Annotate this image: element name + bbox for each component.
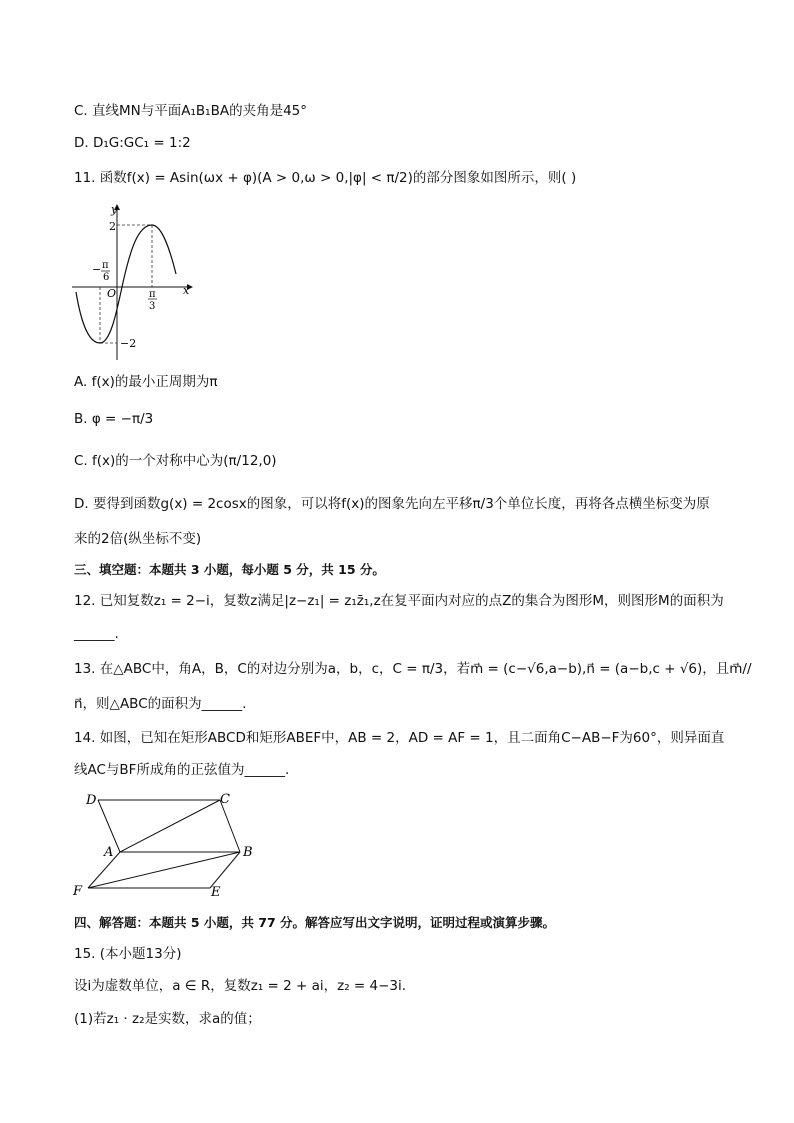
x-right-denominator: 3 — [149, 301, 156, 312]
rectangles-figure — [70, 788, 270, 900]
section-3-heading: 三、填空题：本题共 3 小题，每小题 5 分，共 15 分。 — [74, 562, 385, 577]
option-a-q11: A. f(x)的最小正周期为π — [74, 374, 218, 390]
option-d-q10: D. D₁G:GC₁ = 1:2 — [74, 135, 191, 151]
question-12-line2: ______. — [74, 626, 119, 642]
sine-curve — [76, 225, 176, 343]
sine-graph-figure — [66, 200, 196, 362]
origin-label: O — [107, 287, 117, 300]
x-left-numerator: π — [102, 260, 109, 271]
vertex-f: F — [73, 884, 83, 899]
question-14-line2: 线AC与BF所成角的正弦值为______. — [74, 762, 290, 778]
option-c-q11: C. f(x)的一个对称中心为(π/12,0) — [74, 453, 277, 469]
vertex-c: C — [220, 792, 230, 807]
option-d-q11-line2: 来的2倍(纵坐标不变) — [74, 531, 202, 547]
vertex-d: D — [86, 793, 97, 808]
question-15-part1: (1)若z₁ · z₂是实数，求a的值； — [74, 1011, 261, 1027]
x-axis-label: x — [183, 284, 190, 297]
x-left-sign: − — [92, 263, 102, 276]
vertex-e: E — [211, 885, 221, 900]
question-14-line1: 14. 如图，已知在矩形ABCD和矩形ABEF中，AB = 2，AD = AF = 1，且二面角C−AB−F为60°，则异面直 — [74, 730, 725, 746]
option-c-q10: C. 直线MN与平面A₁B₁BA的夹角是45° — [74, 103, 307, 119]
vertex-b: B — [243, 845, 253, 860]
option-d-q11-line1: D. 要得到函数g(x) = 2cosx的图象，可以将f(x)的图象先向左平移π/3个单位长度，再将各点横坐标变为原 — [74, 496, 710, 512]
question-13-line2: n⃗，则△ABC的面积为______. — [74, 696, 247, 712]
x-right-numerator: π — [149, 289, 156, 300]
y-max-label: 2 — [109, 220, 116, 233]
vertex-a: A — [104, 845, 114, 860]
y-axis-label: y — [111, 203, 118, 216]
question-15-stem: 设i为虚数单位，a ∈ R，复数z₁ = 2 + ai，z₂ = 4−3i. — [74, 978, 407, 994]
question-12-line1: 12. 已知复数z₁ = 2−i，复数z满足|z−z₁| = z₁z̄₁,z在复平面内对应的点Z的集合为图形M，则图形M的面积为 — [74, 593, 724, 609]
y-min-label: −2 — [120, 337, 137, 350]
question-11-stem: 11. 函数f(x) = Asin(ωx + φ)(A > 0,ω > 0,|φ| < π/2)的部分图象如图所示，则( ) — [74, 170, 577, 186]
question-15-heading: 15. (本小题13分) — [74, 946, 182, 962]
section-4-heading: 四、解答题：本题共 5 小题，共 77 分。解答应写出文字说明，证明过程或演算步骤。 — [74, 915, 556, 930]
x-left-denominator: 6 — [103, 272, 110, 283]
option-b-q11: B. φ = −π/3 — [74, 411, 154, 427]
question-13-line1: 13. 在△ABC中，角A，B，C的对边分别为a，b，c，C = π/3，若m⃗ = (c−√6,a−b),n⃗ = (a−b,c + √6)，且m⃗// — [74, 661, 752, 677]
